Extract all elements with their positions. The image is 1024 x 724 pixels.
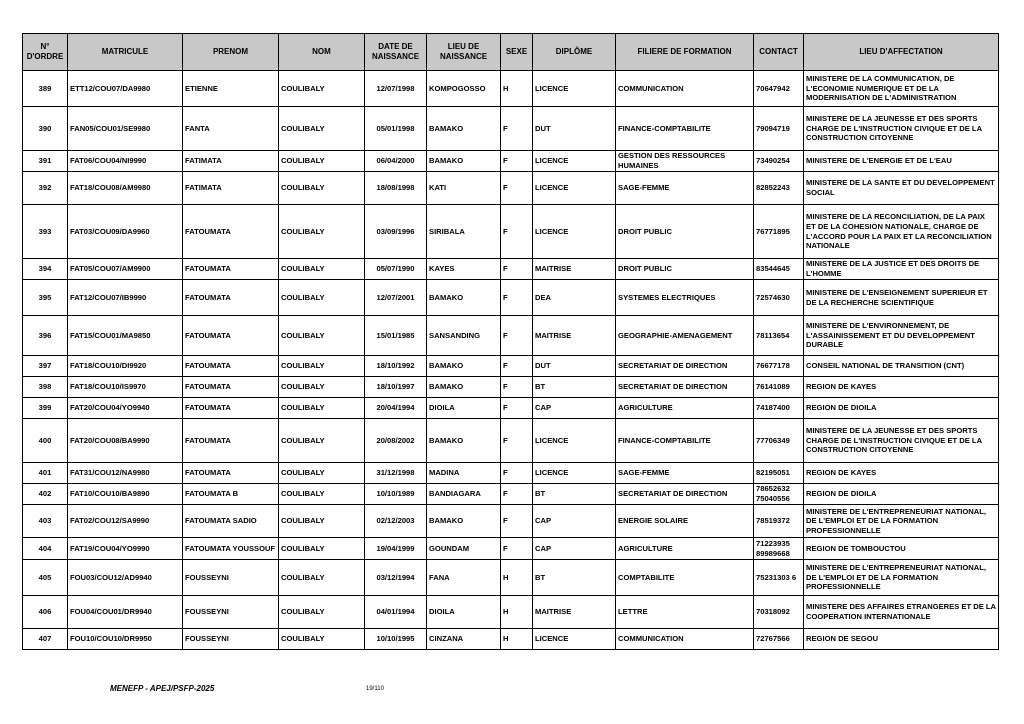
cell-date-naissance: 06/04/2000 bbox=[365, 151, 427, 172]
table-row bbox=[23, 560, 999, 596]
cell-diplome: CAP bbox=[533, 505, 616, 538]
cell-lieu-naissance: BAMAKO bbox=[427, 419, 501, 463]
cell-prenom: FATOUMATA bbox=[183, 205, 279, 259]
cell-matricule: FAT19/COU04/YO9990 bbox=[68, 538, 183, 560]
cell-lieu-naissance: KAYES bbox=[427, 259, 501, 280]
cell-lieu-affectation: REGION DE DIOILA bbox=[804, 484, 999, 505]
cell-diplome: LICENCE bbox=[533, 463, 616, 484]
cell-lieu-affectation: REGION DE SEGOU bbox=[804, 629, 999, 650]
cell-n-ordre: 395 bbox=[23, 280, 68, 316]
cell-sexe: F bbox=[501, 280, 533, 316]
cell-date-naissance: 10/10/1989 bbox=[365, 484, 427, 505]
table-body bbox=[23, 71, 999, 650]
table-row bbox=[23, 172, 999, 205]
cell-contact: 83544645 bbox=[754, 259, 804, 280]
cell-sexe: F bbox=[501, 356, 533, 377]
col-header-contact: CONTACT bbox=[754, 34, 804, 71]
cell-sexe: F bbox=[501, 107, 533, 151]
beneficiaries-table bbox=[22, 33, 999, 650]
cell-n-ordre: 394 bbox=[23, 259, 68, 280]
cell-n-ordre: 392 bbox=[23, 172, 68, 205]
cell-nom: COULIBALY bbox=[279, 419, 365, 463]
table-row bbox=[23, 107, 999, 151]
cell-filiere: AGRICULTURE bbox=[616, 538, 754, 560]
cell-filiere: SAGE-FEMME bbox=[616, 463, 754, 484]
cell-sexe: H bbox=[501, 560, 533, 596]
cell-filiere: AGRICULTURE bbox=[616, 398, 754, 419]
cell-prenom: FATOUMATA B bbox=[183, 484, 279, 505]
cell-nom: COULIBALY bbox=[279, 629, 365, 650]
cell-prenom: FATOUMATA bbox=[183, 419, 279, 463]
cell-prenom: FANTA bbox=[183, 107, 279, 151]
cell-sexe: F bbox=[501, 151, 533, 172]
table-row bbox=[23, 538, 999, 560]
cell-lieu-naissance: BAMAKO bbox=[427, 356, 501, 377]
cell-nom: COULIBALY bbox=[279, 205, 365, 259]
table-row bbox=[23, 151, 999, 172]
cell-date-naissance: 19/04/1999 bbox=[365, 538, 427, 560]
cell-sexe: F bbox=[501, 538, 533, 560]
footer-organization: MENEFP - APEJ/PSFP-2025 bbox=[110, 684, 215, 693]
cell-contact: 77706349 bbox=[754, 419, 804, 463]
cell-lieu-affectation: MINISTERE DE LA RECONCILIATION, DE LA PAIX ET DE LA COHESION NATIONALE, CHARGE DE L'ACCORD POUR LA PAIX ET LA RECONCILIATION NATIONALE bbox=[804, 205, 999, 259]
cell-lieu-affectation: MINISTERE DE L'ENVIRONNEMENT, DE L'ASSAINISSEMENT ET DU DEVELOPPEMENT DURABLE bbox=[804, 316, 999, 356]
cell-filiere: COMPTABILITE bbox=[616, 560, 754, 596]
cell-lieu-naissance: BAMAKO bbox=[427, 107, 501, 151]
cell-lieu-naissance: FANA bbox=[427, 560, 501, 596]
table-row bbox=[23, 259, 999, 280]
cell-date-naissance: 31/12/1998 bbox=[365, 463, 427, 484]
cell-contact: 72574630 bbox=[754, 280, 804, 316]
cell-filiere: DROIT PUBLIC bbox=[616, 259, 754, 280]
cell-diplome: LICENCE bbox=[533, 151, 616, 172]
cell-matricule: FAT12/COU07/IB9990 bbox=[68, 280, 183, 316]
cell-filiere: FINANCE-COMPTABILITE bbox=[616, 107, 754, 151]
cell-date-naissance: 04/01/1994 bbox=[365, 596, 427, 629]
cell-diplome: LICENCE bbox=[533, 629, 616, 650]
cell-prenom: FOUSSEYNI bbox=[183, 560, 279, 596]
cell-date-naissance: 02/12/2003 bbox=[365, 505, 427, 538]
cell-contact: 75231303 6 bbox=[754, 560, 804, 596]
cell-prenom: FATOUMATA SADIO bbox=[183, 505, 279, 538]
cell-nom: COULIBALY bbox=[279, 538, 365, 560]
cell-contact: 82852243 bbox=[754, 172, 804, 205]
cell-prenom: FATOUMATA bbox=[183, 398, 279, 419]
cell-date-naissance: 12/07/1998 bbox=[365, 71, 427, 107]
cell-nom: COULIBALY bbox=[279, 505, 365, 538]
cell-lieu-naissance: DIOILA bbox=[427, 398, 501, 419]
cell-contact: 71223935 89989668 bbox=[754, 538, 804, 560]
cell-matricule: FAT20/COU08/BA9990 bbox=[68, 419, 183, 463]
cell-lieu-affectation: MINISTERE DES AFFAIRES ETRANGERES ET DE LA COOPERATION INTERNATIONALE bbox=[804, 596, 999, 629]
cell-n-ordre: 402 bbox=[23, 484, 68, 505]
cell-contact: 73490254 bbox=[754, 151, 804, 172]
cell-diplome: LICENCE bbox=[533, 172, 616, 205]
table-row bbox=[23, 316, 999, 356]
cell-lieu-affectation: REGION DE TOMBOUCTOU bbox=[804, 538, 999, 560]
cell-date-naissance: 12/07/2001 bbox=[365, 280, 427, 316]
cell-contact: 79094719 bbox=[754, 107, 804, 151]
table-row bbox=[23, 356, 999, 377]
cell-diplome: LICENCE bbox=[533, 205, 616, 259]
col-header-prenom: PRENOM bbox=[183, 34, 279, 71]
cell-matricule: FOU03/COU12/AD9940 bbox=[68, 560, 183, 596]
col-header-n-ordre: N° D'ORDRE bbox=[23, 34, 68, 71]
cell-contact: 74187400 bbox=[754, 398, 804, 419]
footer-page-number: 19/110 bbox=[366, 686, 384, 692]
cell-contact: 76771895 bbox=[754, 205, 804, 259]
cell-filiere: GESTION DES RESSOURCES HUMAINES bbox=[616, 151, 754, 172]
cell-nom: COULIBALY bbox=[279, 280, 365, 316]
cell-contact: 76677178 bbox=[754, 356, 804, 377]
cell-lieu-affectation: MINISTERE DE L'ENTREPRENEURIAT NATIONAL, DE L'EMPLOI ET DE LA FORMATION PROFESSIONNELLE bbox=[804, 560, 999, 596]
cell-filiere: GEOGRAPHIE-AMENAGEMENT bbox=[616, 316, 754, 356]
table-row bbox=[23, 505, 999, 538]
cell-matricule: FOU04/COU01/DR9940 bbox=[68, 596, 183, 629]
cell-date-naissance: 18/10/1997 bbox=[365, 377, 427, 398]
cell-matricule: FAT15/COU01/MA9850 bbox=[68, 316, 183, 356]
cell-n-ordre: 400 bbox=[23, 419, 68, 463]
cell-lieu-affectation: MINISTERE DE LA SANTE ET DU DEVELOPPEMENT SOCIAL bbox=[804, 172, 999, 205]
cell-lieu-naissance: GOUNDAM bbox=[427, 538, 501, 560]
cell-prenom: ETIENNE bbox=[183, 71, 279, 107]
table-row bbox=[23, 398, 999, 419]
cell-nom: COULIBALY bbox=[279, 71, 365, 107]
col-header-lieu-naissance: LIEU DE NAISSANCE bbox=[427, 34, 501, 71]
cell-diplome: LICENCE bbox=[533, 419, 616, 463]
cell-contact: 76141089 bbox=[754, 377, 804, 398]
cell-lieu-affectation: REGION DE DIOILA bbox=[804, 398, 999, 419]
cell-matricule: FAT03/COU09/DA9960 bbox=[68, 205, 183, 259]
cell-lieu-naissance: KATI bbox=[427, 172, 501, 205]
col-header-diplome: DIPLÔME bbox=[533, 34, 616, 71]
cell-sexe: F bbox=[501, 205, 533, 259]
cell-contact: 82195051 bbox=[754, 463, 804, 484]
cell-lieu-naissance: BANDIAGARA bbox=[427, 484, 501, 505]
cell-diplome: MAITRISE bbox=[533, 596, 616, 629]
cell-prenom: FATOUMATA bbox=[183, 280, 279, 316]
cell-n-ordre: 406 bbox=[23, 596, 68, 629]
cell-n-ordre: 405 bbox=[23, 560, 68, 596]
table-row bbox=[23, 280, 999, 316]
cell-filiere: ENERGIE SOLAIRE bbox=[616, 505, 754, 538]
table-header-row bbox=[23, 34, 999, 71]
cell-n-ordre: 389 bbox=[23, 71, 68, 107]
cell-diplome: DUT bbox=[533, 107, 616, 151]
cell-lieu-affectation: MINISTERE DE L'ENTREPRENEURIAT NATIONAL, DE L'EMPLOI ET DE LA FORMATION PROFESSIONNELLE bbox=[804, 505, 999, 538]
table-row bbox=[23, 377, 999, 398]
cell-prenom: FATOUMATA YOUSSOUF bbox=[183, 538, 279, 560]
cell-diplome: MAITRISE bbox=[533, 259, 616, 280]
cell-lieu-affectation: REGION DE KAYES bbox=[804, 463, 999, 484]
cell-diplome: BT bbox=[533, 484, 616, 505]
cell-sexe: H bbox=[501, 629, 533, 650]
cell-filiere: FINANCE-COMPTABILITE bbox=[616, 419, 754, 463]
cell-nom: COULIBALY bbox=[279, 398, 365, 419]
cell-prenom: FATOUMATA bbox=[183, 316, 279, 356]
cell-lieu-affectation: MINISTERE DE LA JUSTICE ET DES DROITS DE L'HOMME bbox=[804, 259, 999, 280]
cell-lieu-affectation: MINISTERE DE LA COMMUNICATION, DE L'ECONOMIE NUMERIQUE ET DE LA MODERNISATION DE L'ADMINISTRATION bbox=[804, 71, 999, 107]
cell-sexe: F bbox=[501, 172, 533, 205]
cell-sexe: F bbox=[501, 419, 533, 463]
table-row bbox=[23, 205, 999, 259]
cell-date-naissance: 18/10/1992 bbox=[365, 356, 427, 377]
cell-nom: COULIBALY bbox=[279, 560, 365, 596]
cell-lieu-naissance: BAMAKO bbox=[427, 280, 501, 316]
cell-nom: COULIBALY bbox=[279, 316, 365, 356]
table-row bbox=[23, 596, 999, 629]
cell-contact: 70647942 bbox=[754, 71, 804, 107]
cell-lieu-naissance: BAMAKO bbox=[427, 377, 501, 398]
cell-diplome: LICENCE bbox=[533, 71, 616, 107]
cell-filiere: SAGE-FEMME bbox=[616, 172, 754, 205]
cell-lieu-naissance: SANSANDING bbox=[427, 316, 501, 356]
cell-nom: COULIBALY bbox=[279, 259, 365, 280]
cell-n-ordre: 391 bbox=[23, 151, 68, 172]
cell-diplome: MAITRISE bbox=[533, 316, 616, 356]
cell-matricule: FAT18/COU10/IS9970 bbox=[68, 377, 183, 398]
cell-nom: COULIBALY bbox=[279, 596, 365, 629]
col-header-lieu-affectation: LIEU D'AFFECTATION bbox=[804, 34, 999, 71]
cell-nom: COULIBALY bbox=[279, 484, 365, 505]
cell-n-ordre: 404 bbox=[23, 538, 68, 560]
cell-filiere: SECRETARIAT DE DIRECTION bbox=[616, 356, 754, 377]
cell-diplome: DEA bbox=[533, 280, 616, 316]
table-row bbox=[23, 71, 999, 107]
cell-date-naissance: 18/08/1998 bbox=[365, 172, 427, 205]
cell-prenom: FATOUMATA bbox=[183, 377, 279, 398]
cell-matricule: FAT18/COU08/AM9980 bbox=[68, 172, 183, 205]
cell-diplome: CAP bbox=[533, 538, 616, 560]
cell-sexe: F bbox=[501, 377, 533, 398]
table-row bbox=[23, 463, 999, 484]
cell-diplome: CAP bbox=[533, 398, 616, 419]
cell-matricule: FAN05/COU01/SE9980 bbox=[68, 107, 183, 151]
cell-sexe: F bbox=[501, 484, 533, 505]
cell-prenom: FATOUMATA bbox=[183, 259, 279, 280]
col-header-date-naissance: DATE DE NAISSANCE bbox=[365, 34, 427, 71]
table-row bbox=[23, 419, 999, 463]
cell-lieu-naissance: KOMPOGOSSO bbox=[427, 71, 501, 107]
col-header-nom: NOM bbox=[279, 34, 365, 71]
cell-matricule: FAT05/COU07/AM9900 bbox=[68, 259, 183, 280]
col-header-matricule: MATRICULE bbox=[68, 34, 183, 71]
cell-nom: COULIBALY bbox=[279, 356, 365, 377]
cell-filiere: SECRETARIAT DE DIRECTION bbox=[616, 377, 754, 398]
cell-lieu-affectation: MINISTERE DE LA JEUNESSE ET DES SPORTS CHARGE DE L'INSTRUCTION CIVIQUE ET DE LA CONSTRUCTION CITOYENNE bbox=[804, 419, 999, 463]
cell-matricule: FOU10/COU10/DR9950 bbox=[68, 629, 183, 650]
cell-lieu-naissance: MADINA bbox=[427, 463, 501, 484]
cell-n-ordre: 398 bbox=[23, 377, 68, 398]
cell-n-ordre: 401 bbox=[23, 463, 68, 484]
cell-matricule: FAT18/COU10/DI9920 bbox=[68, 356, 183, 377]
cell-lieu-affectation: MINISTERE DE L'ENERGIE ET DE L'EAU bbox=[804, 151, 999, 172]
cell-nom: COULIBALY bbox=[279, 172, 365, 205]
cell-date-naissance: 05/01/1998 bbox=[365, 107, 427, 151]
cell-sexe: F bbox=[501, 316, 533, 356]
cell-filiere: LETTRE bbox=[616, 596, 754, 629]
cell-n-ordre: 399 bbox=[23, 398, 68, 419]
cell-lieu-naissance: BAMAKO bbox=[427, 505, 501, 538]
cell-lieu-affectation: REGION DE KAYES bbox=[804, 377, 999, 398]
cell-lieu-naissance: SIRIBALA bbox=[427, 205, 501, 259]
col-header-filiere: FILIERE DE FORMATION bbox=[616, 34, 754, 71]
cell-nom: COULIBALY bbox=[279, 463, 365, 484]
cell-lieu-naissance: DIOILA bbox=[427, 596, 501, 629]
cell-lieu-naissance: BAMAKO bbox=[427, 151, 501, 172]
cell-date-naissance: 03/12/1994 bbox=[365, 560, 427, 596]
cell-sexe: F bbox=[501, 463, 533, 484]
cell-nom: COULIBALY bbox=[279, 377, 365, 398]
cell-filiere: COMMUNICATION bbox=[616, 629, 754, 650]
table-row bbox=[23, 484, 999, 505]
cell-n-ordre: 407 bbox=[23, 629, 68, 650]
cell-lieu-affectation: CONSEIL NATIONAL DE TRANSITION (CNT) bbox=[804, 356, 999, 377]
cell-diplome: BT bbox=[533, 377, 616, 398]
cell-sexe: H bbox=[501, 71, 533, 107]
cell-matricule: FAT02/COU12/SA9990 bbox=[68, 505, 183, 538]
cell-contact: 78113654 bbox=[754, 316, 804, 356]
cell-lieu-naissance: CINZANA bbox=[427, 629, 501, 650]
cell-matricule: FAT20/COU04/YO9940 bbox=[68, 398, 183, 419]
cell-matricule: FAT10/COU10/BA9890 bbox=[68, 484, 183, 505]
cell-date-naissance: 05/07/1990 bbox=[365, 259, 427, 280]
cell-n-ordre: 403 bbox=[23, 505, 68, 538]
col-header-sexe: SEXE bbox=[501, 34, 533, 71]
cell-sexe: F bbox=[501, 259, 533, 280]
cell-matricule: ETT12/COU07/DA9980 bbox=[68, 71, 183, 107]
cell-prenom: FATOUMATA bbox=[183, 463, 279, 484]
cell-prenom: FATOUMATA bbox=[183, 356, 279, 377]
cell-contact: 72767566 bbox=[754, 629, 804, 650]
cell-filiere: SECRETARIAT DE DIRECTION bbox=[616, 484, 754, 505]
cell-lieu-affectation: MINISTERE DE LA JEUNESSE ET DES SPORTS CHARGE DE L'INSTRUCTION CIVIQUE ET DE LA CONSTRUCTION CITOYENNE bbox=[804, 107, 999, 151]
cell-prenom: FATIMATA bbox=[183, 151, 279, 172]
cell-diplome: BT bbox=[533, 560, 616, 596]
cell-date-naissance: 15/01/1985 bbox=[365, 316, 427, 356]
cell-date-naissance: 10/10/1995 bbox=[365, 629, 427, 650]
table-row bbox=[23, 629, 999, 650]
cell-sexe: F bbox=[501, 398, 533, 419]
cell-lieu-affectation: MINISTERE DE L'ENSEIGNEMENT SUPERIEUR ET DE LA RECHERCHE SCIENTIFIQUE bbox=[804, 280, 999, 316]
cell-matricule: FAT31/COU12/NA9980 bbox=[68, 463, 183, 484]
cell-contact: 78652632 75040556 bbox=[754, 484, 804, 505]
cell-date-naissance: 20/08/2002 bbox=[365, 419, 427, 463]
cell-filiere: DROIT PUBLIC bbox=[616, 205, 754, 259]
cell-n-ordre: 390 bbox=[23, 107, 68, 151]
cell-contact: 70318092 bbox=[754, 596, 804, 629]
cell-contact: 78519372 bbox=[754, 505, 804, 538]
cell-prenom: FOUSSEYNI bbox=[183, 596, 279, 629]
cell-filiere: COMMUNICATION bbox=[616, 71, 754, 107]
cell-filiere: SYSTEMES ELECTRIQUES bbox=[616, 280, 754, 316]
cell-n-ordre: 397 bbox=[23, 356, 68, 377]
cell-prenom: FATIMATA bbox=[183, 172, 279, 205]
cell-sexe: H bbox=[501, 596, 533, 629]
cell-date-naissance: 20/04/1994 bbox=[365, 398, 427, 419]
cell-n-ordre: 396 bbox=[23, 316, 68, 356]
cell-diplome: DUT bbox=[533, 356, 616, 377]
cell-prenom: FOUSSEYNI bbox=[183, 629, 279, 650]
cell-matricule: FAT06/COU04/NI9990 bbox=[68, 151, 183, 172]
cell-n-ordre: 393 bbox=[23, 205, 68, 259]
cell-nom: COULIBALY bbox=[279, 151, 365, 172]
cell-nom: COULIBALY bbox=[279, 107, 365, 151]
cell-date-naissance: 03/09/1996 bbox=[365, 205, 427, 259]
cell-sexe: F bbox=[501, 505, 533, 538]
